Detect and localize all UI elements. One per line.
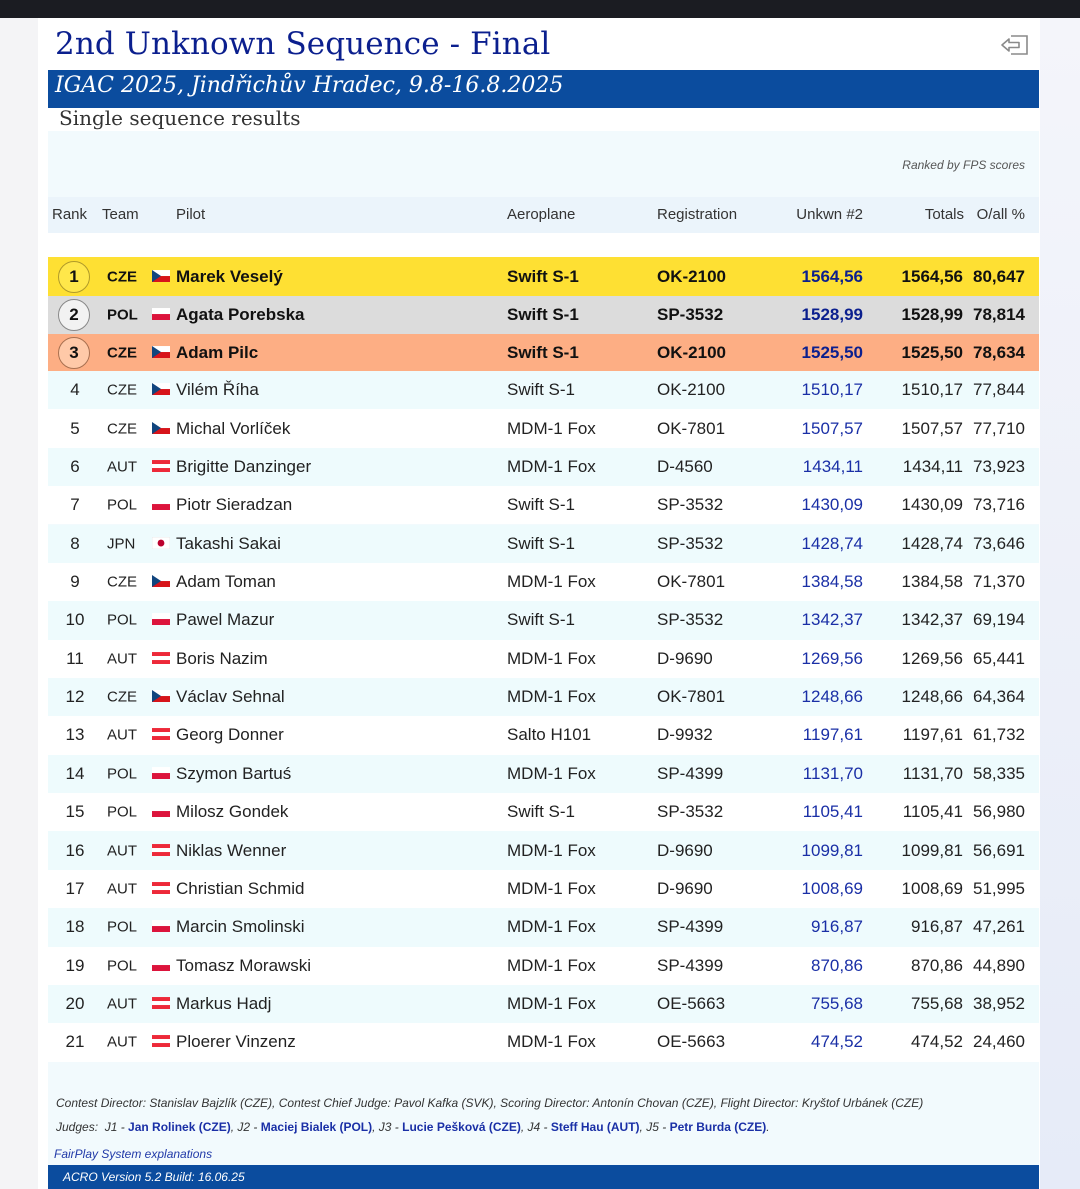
overall-cell: 44,890 [973, 955, 1025, 975]
team-cell: CZE [107, 573, 137, 591]
registration-cell: SP-4399 [657, 763, 724, 783]
aeroplane-cell: Swift S-1 [507, 266, 579, 286]
pilot-cell: Marcin Smolinski [176, 917, 305, 937]
totals-cell: 1384,58 [901, 572, 963, 592]
registration-cell: SP-3532 [657, 802, 724, 822]
team-cell: AUT [107, 880, 137, 898]
country-flag-icon [152, 690, 170, 702]
unknown-score-cell: 916,87 [811, 917, 863, 937]
rank-cell: 18 [65, 917, 85, 937]
unknown-score-cell: 1105,41 [802, 802, 863, 822]
rank-cell: 5 [70, 418, 80, 438]
results-area [48, 131, 1039, 1165]
totals-cell: 870,86 [911, 955, 963, 975]
totals-cell: 1510,17 [901, 380, 963, 400]
overall-cell: 73,716 [973, 495, 1025, 515]
registration-cell: OK-7801 [657, 572, 726, 592]
unknown-score-cell: 1131,70 [802, 763, 863, 783]
pilot-cell: Adam Pilc [176, 342, 259, 362]
judge-name: Maciej Bialek (POL) [260, 1120, 373, 1134]
overall-cell: 78,814 [973, 305, 1025, 324]
table-row [48, 640, 1039, 678]
registration-cell: OK-2100 [657, 342, 726, 362]
unknown-score-cell: 1008,69 [801, 878, 863, 898]
unknown-score-cell: 1384,58 [801, 572, 863, 592]
team-cell: AUT [107, 650, 137, 668]
rank-cell: 4 [70, 380, 80, 400]
table-row [48, 755, 1039, 793]
overall-cell: 58,335 [973, 763, 1025, 783]
country-flag-icon [152, 383, 170, 395]
judge-label: J1 - [104, 1120, 129, 1134]
team-cell: CZE [107, 420, 137, 438]
aeroplane-cell: Swift S-1 [507, 342, 579, 362]
overall-cell: 64,364 [973, 687, 1025, 707]
totals-cell: 474,52 [911, 1032, 963, 1052]
pilot-cell: Niklas Wenner [176, 840, 287, 860]
header-spacer [48, 233, 1039, 257]
contest-officials: Contest Director: Stanislav Bajzlík (CZE), Contest Chief Judge: Pavol Kafka (SVK), Scoring Director: Antonín Chovan (CZE), Flight Director: Kryštof Urbánek (CZE) [56, 1096, 924, 1110]
registration-cell: SP-3532 [657, 533, 724, 553]
totals-cell: 1248,66 [901, 687, 963, 707]
unknown-score-cell: 1525,50 [801, 342, 863, 362]
pilot-cell: Brigitte Danzinger [176, 456, 312, 476]
overall-cell: 47,261 [973, 917, 1025, 937]
table-row [48, 601, 1039, 639]
judge-name: Lucie Pešková (CZE) [402, 1120, 521, 1134]
aeroplane-cell: MDM-1 Fox [507, 572, 596, 592]
team-cell: CZE [107, 268, 137, 285]
table-header [48, 197, 1039, 233]
team-cell: POL [107, 306, 138, 324]
totals-cell: 1131,70 [902, 763, 963, 783]
table-row [48, 908, 1039, 946]
unknown-score-cell: 870,86 [811, 955, 863, 975]
country-flag-icon [152, 498, 170, 510]
judge-label: J5 - [646, 1120, 670, 1134]
country-flag-icon [152, 729, 170, 741]
aeroplane-cell: Swift S-1 [507, 533, 576, 553]
totals-cell: 1528,99 [901, 305, 963, 324]
aeroplane-cell: Swift S-1 [507, 380, 576, 400]
rank-medal: 2 [58, 299, 90, 331]
unknown-score-cell: 1510,17 [801, 380, 863, 400]
aeroplane-cell: MDM-1 Fox [507, 840, 596, 860]
overall-cell: 77,710 [973, 418, 1025, 438]
country-flag-icon [152, 959, 170, 971]
registration-cell: OK-7801 [657, 418, 726, 438]
col-rank: Rank [52, 206, 88, 223]
registration-cell: D-9932 [657, 725, 713, 745]
pilot-cell: Marek Veselý [176, 266, 283, 286]
table-row [48, 1023, 1039, 1061]
totals-cell: 1525,50 [901, 342, 963, 362]
judges-prefix: Judges: [56, 1120, 99, 1134]
rank-cell: 21 [65, 1032, 85, 1052]
rank-cell: 16 [65, 840, 85, 860]
aeroplane-cell: MDM-1 Fox [507, 917, 596, 937]
pilot-cell: Christian Schmid [176, 878, 305, 898]
overall-cell: 56,980 [973, 802, 1025, 822]
registration-cell: SP-4399 [657, 917, 724, 937]
country-flag-icon [152, 997, 170, 1009]
registration-cell: SP-4399 [657, 955, 724, 975]
registration-cell: D-9690 [657, 648, 713, 668]
totals-cell: 1197,61 [902, 725, 963, 745]
event-title: IGAC 2025, Jindřichův Hradec, 9.8-16.8.2025 [55, 73, 564, 98]
rank-cell: 15 [65, 802, 85, 822]
totals-cell: 1428,74 [901, 533, 963, 553]
rank-medal: 3 [58, 337, 90, 369]
rank-cell: 20 [65, 994, 85, 1014]
page-title: 2nd Unknown Sequence - Final [55, 26, 551, 62]
version-text: ACRO Version 5.2 Build: 16.06.25 [63, 1170, 245, 1184]
unknown-score-cell: 1507,57 [801, 418, 863, 438]
registration-cell: OE-5663 [657, 1032, 726, 1052]
table-row [48, 486, 1039, 524]
aeroplane-cell: MDM-1 Fox [507, 687, 596, 707]
totals-cell: 1434,11 [902, 456, 963, 476]
aeroplane-cell: MDM-1 Fox [507, 456, 596, 476]
registration-cell: SP-3532 [657, 305, 724, 324]
overall-cell: 73,646 [973, 533, 1025, 553]
team-cell: POL [107, 957, 138, 975]
table-row [48, 678, 1039, 716]
table-row [48, 296, 1039, 334]
overall-cell: 73,923 [973, 456, 1025, 476]
totals-cell: 1342,37 [901, 610, 963, 630]
table-row [48, 371, 1039, 409]
registration-cell: SP-3532 [657, 610, 724, 630]
rank-cell: 9 [70, 572, 80, 592]
aeroplane-cell: MDM-1 Fox [507, 878, 596, 898]
unknown-score-cell: 755,68 [811, 994, 863, 1014]
team-cell: CZE [107, 381, 137, 399]
totals-cell: 755,68 [911, 994, 963, 1014]
table-row [48, 448, 1039, 486]
rank-medal: 1 [58, 261, 90, 293]
judge-name: Steff Hau (AUT) [550, 1120, 640, 1134]
totals-cell: 1269,56 [901, 648, 963, 668]
unknown-score-cell: 1428,74 [801, 533, 863, 553]
table-row [48, 563, 1039, 601]
browser-top-bar [0, 0, 1080, 18]
country-flag-icon [152, 460, 170, 472]
overall-cell: 80,647 [973, 266, 1025, 286]
pilot-cell: Szymon Bartuś [176, 763, 292, 783]
team-cell: AUT [107, 458, 137, 476]
totals-cell: 1564,56 [901, 266, 963, 286]
pilot-cell: Takashi Sakai [176, 533, 281, 553]
col-registration: Registration [657, 206, 738, 223]
pilot-cell: Ploerer Vinzenz [176, 1032, 296, 1052]
judge-label: J3 - [378, 1120, 403, 1134]
pilot-cell: Vilém Říha [176, 380, 259, 400]
col-pilot: Pilot [176, 206, 206, 223]
page-subtitle: Single sequence results [59, 106, 301, 130]
table-row [48, 831, 1039, 869]
overall-cell: 56,691 [973, 840, 1025, 860]
ranked-note: Ranked by FPS scores [902, 158, 1025, 172]
col-team: Team [102, 206, 139, 223]
unknown-score-cell: 1197,61 [802, 725, 863, 745]
team-cell: CZE [107, 344, 137, 361]
table-row [48, 525, 1039, 563]
pilot-cell: Markus Hadj [176, 994, 272, 1014]
aeroplane-cell: Swift S-1 [507, 495, 576, 515]
right-margin [1040, 18, 1080, 1189]
rank-cell: 11 [66, 648, 84, 668]
aeroplane-cell: MDM-1 Fox [507, 418, 596, 438]
pilot-cell: Pawel Mazur [176, 610, 275, 630]
pilot-cell: Tomasz Morawski [176, 955, 312, 975]
team-cell: POL [107, 611, 138, 629]
aeroplane-cell: Swift S-1 [507, 802, 576, 822]
judge-name: Petr Burda (CZE) [669, 1120, 767, 1134]
overall-cell: 77,844 [973, 380, 1025, 400]
aeroplane-cell: MDM-1 Fox [507, 1032, 596, 1052]
judge-label: J4 - [527, 1120, 551, 1134]
team-cell: JPN [107, 535, 136, 553]
rank-cell: 13 [65, 725, 85, 745]
unknown-score-cell: 1342,37 [801, 610, 863, 630]
country-flag-icon [152, 422, 170, 434]
judge-name: Jan Rolinek (CZE) [128, 1120, 231, 1134]
pilot-cell: Adam Toman [176, 572, 276, 592]
event-bar [48, 70, 1039, 108]
team-cell: POL [107, 803, 138, 821]
table-row [48, 985, 1039, 1023]
rank-cell: 8 [70, 533, 80, 553]
country-flag-icon [152, 882, 170, 894]
table-row [48, 257, 1039, 296]
team-cell: AUT [107, 1033, 137, 1051]
overall-cell: 24,460 [973, 1032, 1025, 1052]
judges-list: Judges: J1 - Jan Rolinek (CZE), J2 - Maciej Bialek (POL), J3 - Lucie Pešková (CZE), J4 - Steff Hau (AUT), J5 - Petr Burda (CZE). [56, 1120, 770, 1134]
rank-cell: 14 [65, 763, 85, 783]
overall-cell: 51,995 [973, 878, 1025, 898]
table-row [48, 334, 1039, 371]
totals-cell: 1105,41 [902, 802, 963, 822]
aeroplane-cell: Salto H101 [507, 725, 592, 745]
team-cell: AUT [107, 995, 137, 1013]
registration-cell: D-4560 [657, 456, 713, 476]
team-cell: AUT [107, 842, 137, 860]
totals-cell: 1430,09 [901, 495, 963, 515]
totals-cell: 1507,57 [901, 418, 963, 438]
team-cell: POL [107, 496, 138, 514]
country-flag-icon [152, 805, 170, 817]
registration-cell: OK-2100 [657, 380, 726, 400]
country-flag-icon [152, 346, 170, 358]
overall-cell: 69,194 [973, 610, 1025, 630]
unknown-score-cell: 1528,99 [801, 305, 863, 324]
country-flag-icon [152, 767, 170, 779]
fairplay-link[interactable]: FairPlay System explanations [54, 1147, 213, 1161]
table-row [48, 793, 1039, 831]
unknown-score-cell: 1248,66 [801, 687, 863, 707]
col-overall: O/all % [976, 206, 1025, 223]
aeroplane-cell: MDM-1 Fox [507, 955, 596, 975]
pilot-cell: Milosz Gondek [176, 802, 289, 822]
unknown-score-cell: 1269,56 [801, 648, 863, 668]
unknown-score-cell: 474,52 [811, 1032, 863, 1052]
results-page [38, 18, 1040, 1189]
col-totals: Totals [924, 206, 964, 223]
registration-cell: D-9690 [657, 878, 713, 898]
country-flag-icon [152, 308, 170, 320]
rank-cell: 12 [65, 687, 85, 707]
rank-cell: 19 [65, 955, 85, 975]
unknown-score-cell: 1564,56 [801, 266, 863, 286]
overall-cell: 61,732 [973, 725, 1025, 745]
table-row [48, 409, 1039, 447]
totals-cell: 1099,81 [901, 840, 963, 860]
exit-arrow-icon[interactable] [999, 32, 1031, 58]
pilot-cell: Piotr Sieradzan [176, 495, 293, 515]
team-cell: POL [107, 765, 138, 783]
registration-cell: D-9690 [657, 840, 713, 860]
team-cell: CZE [107, 688, 137, 706]
overall-cell: 71,370 [973, 572, 1025, 592]
aeroplane-cell: MDM-1 Fox [507, 994, 596, 1014]
country-flag-icon [152, 613, 170, 625]
country-flag-icon [152, 575, 170, 587]
pilot-cell: Georg Donner [176, 725, 284, 745]
aeroplane-cell: Swift S-1 [507, 305, 579, 324]
registration-cell: OK-2100 [657, 266, 726, 286]
team-cell: POL [107, 918, 138, 936]
pilot-cell: Boris Nazim [176, 648, 268, 668]
version-bar [48, 1165, 1039, 1189]
left-margin [0, 18, 38, 1189]
unknown-score-cell: 1434,11 [802, 456, 863, 476]
country-flag-icon [152, 844, 170, 856]
registration-cell: SP-3532 [657, 495, 724, 515]
pilot-cell: Michal Vorlíček [176, 418, 291, 438]
rank-cell: 7 [70, 495, 80, 515]
pilot-cell: Agata Porebska [176, 305, 305, 324]
aeroplane-cell: MDM-1 Fox [507, 763, 596, 783]
table-row [48, 870, 1039, 908]
country-flag-icon [152, 270, 170, 282]
overall-cell: 78,634 [973, 342, 1025, 362]
country-flag-icon [152, 1036, 170, 1048]
table-row [48, 716, 1039, 754]
judge-label: J2 - [237, 1120, 261, 1134]
totals-cell: 916,87 [911, 917, 963, 937]
country-flag-icon [152, 920, 170, 932]
registration-cell: OK-7801 [657, 687, 726, 707]
rank-cell: 10 [65, 610, 85, 630]
team-cell: AUT [107, 726, 137, 744]
totals-cell: 1008,69 [901, 878, 963, 898]
country-flag-icon [152, 537, 170, 549]
col-unknown: Unkwn #2 [796, 206, 863, 223]
table-row [48, 947, 1039, 985]
country-flag-icon [152, 652, 170, 664]
aeroplane-cell: MDM-1 Fox [507, 648, 596, 668]
unknown-score-cell: 1099,81 [801, 840, 863, 860]
rank-cell: 17 [65, 878, 85, 898]
registration-cell: OE-5663 [657, 994, 726, 1014]
rank-cell: 6 [70, 456, 80, 476]
aeroplane-cell: Swift S-1 [507, 610, 576, 630]
unknown-score-cell: 1430,09 [801, 495, 863, 515]
overall-cell: 65,441 [973, 648, 1025, 668]
col-aeroplane: Aeroplane [507, 206, 576, 223]
pilot-cell: Václav Sehnal [176, 687, 285, 707]
overall-cell: 38,952 [973, 994, 1025, 1014]
